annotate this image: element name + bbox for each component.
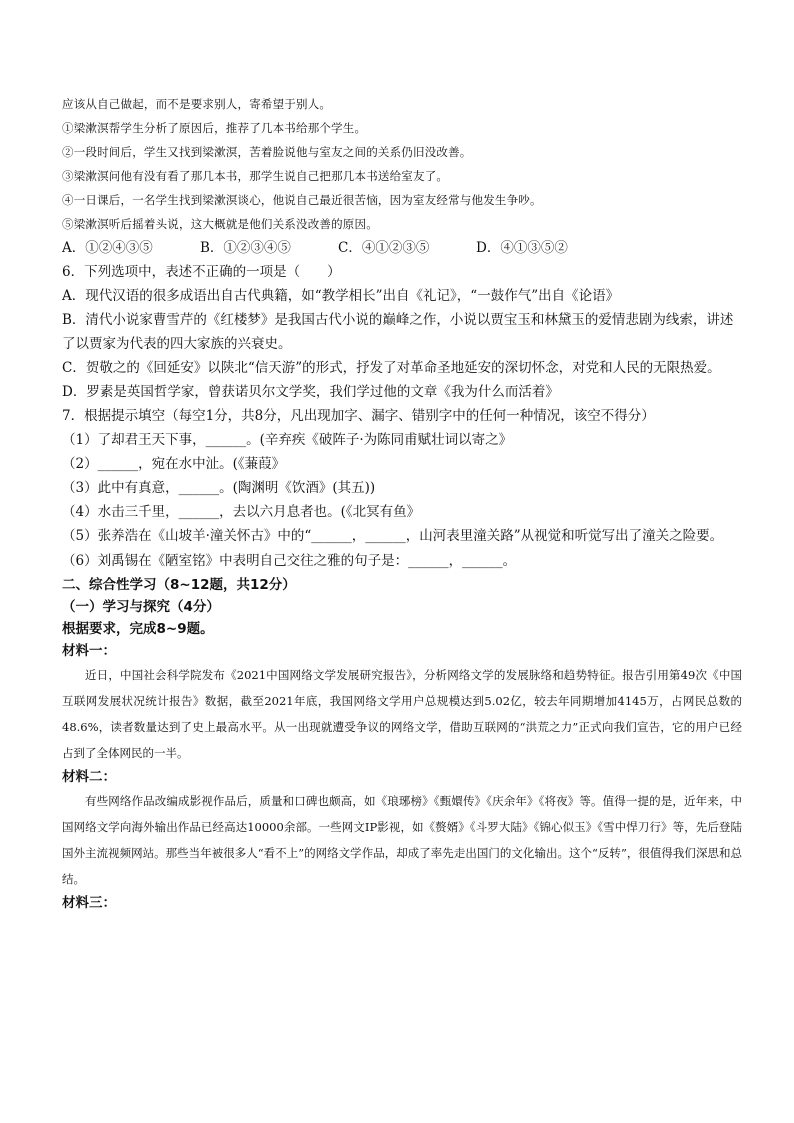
section-title: 二、综合性学习（8~12题，共12分） <box>62 577 296 593</box>
q7-item: （4）水击三千里，______，去以六月息者也。(《北冥有鱼》 <box>62 504 421 520</box>
material-label: 材料二： <box>62 769 116 785</box>
q5-option-b: B．①②③④⑤ <box>200 240 291 256</box>
material-text: 有些网络作品改编成影视作品后，质量和口碑也颇高，如《琅琊榜》《甄嬛传》《庆余年》《将夜》等。值得一提的是，近年来，中国网络文学向海外输出作品已经高达10000余部。一些网文IP影视，如《赘婿》《斗罗大陆》《锦心似玉》《雪中悍刀行》等，先后登陆国外主流视频网站。那些当年被很多人“看不上”的网络文学作品，却成了率先走出国门的文化输出。这个“反转”，很值得我们深思和总结。 <box>62 794 742 886</box>
passage-line: ③梁漱溟问他有没有看了那几本书，那学生说自己把那几本书送给室友了。 <box>62 169 449 183</box>
q6-option-c: C．贺敬之的《回延安》以陕北“信天游”的形式，抒发了对革命圣地延安的深切怀念，对党和人民的无限热爱。 <box>62 360 721 376</box>
passage-line: ①梁漱溟帮学生分析了原因后，推荐了几本书给那个学生。 <box>62 121 367 135</box>
material-label: 材料三： <box>62 895 116 911</box>
passage-line: 应该从自己做起，而不是要求别人，寄希望于别人。 <box>62 97 332 111</box>
passage-line: ⑤梁漱溟听后摇着头说，这大概就是他们关系没改善的原因。 <box>62 217 378 231</box>
q6-option-d: D．罗素是英国哲学家，曾获诺贝尔文学奖，我们学过他的文章《我为什么而活着》 <box>62 384 559 400</box>
q7-item: （1）了却君王天下事，______。(辛弃疾《破阵子·为陈同甫赋壮词以寄之》 <box>62 432 513 448</box>
material-label: 材料一： <box>62 643 116 659</box>
q5-option-d: D．④①③⑤② <box>476 240 568 256</box>
passage-line: ④一日课后，一名学生找到梁漱溟谈心，他说自己最近很苦恼，因为室友经常与他发生争吵。 <box>62 193 542 207</box>
q6-stem: 6．下列选项中，表述不正确的一项是（ ） <box>62 264 341 280</box>
q5-option-c: C．④①②③⑤ <box>338 240 430 256</box>
material-text: 近日，中国社会科学院发布《2021中国网络文学发展研究报告》，分析网络文学的发展脉络和趋势特征。报告引用第49次《中国互联网发展状况统计报告》数据，截至2021年底，我国网络文学用户总规模达到5.02亿，较去年同期增加4145万，占网民总数的48.6%，读者数量达到了史上最高水平。从一出现就遭受争议的网络文学，借助互联网的“洪荒之力”正式向我们宣告，它的用户已经占到了全体网民的一半。 <box>62 668 742 760</box>
instruction: 根据要求，完成8~9题。 <box>62 621 214 637</box>
q7-item: （5）张养浩在《山坡羊·潼关怀古》中的“______，______，山河表里潼关路”从视觉和听觉写出了潼关之险要。 <box>62 528 724 544</box>
q7-stem: 7．根据提示填空（每空1分，共8分，凡出现加字、漏字、错别字中的任何一种情况，该空不得分） <box>62 408 655 424</box>
q5-option-a: A．①②④③⑤ <box>62 240 153 256</box>
q6-option-b: B．清代小说家曹雪芹的《红楼梦》是我国古代小说的巅峰之作，小说以贾宝玉和林黛玉的爱情悲剧为线索，讲述了以贾家为代表的四大家族的兴衰史。 <box>62 312 734 352</box>
q5-options <box>62 236 742 260</box>
exam-page <box>62 92 742 914</box>
q7-item: （2）______，宛在水中沚。(《蒹葭》 <box>62 456 286 472</box>
passage-line: ②一段时间后，学生又找到梁漱溟，苦着脸说他与室友之间的关系仍旧没改善。 <box>62 145 472 159</box>
q7-item: （3）此中有真意，______。(陶渊明《饮酒》(其五)) <box>62 480 376 496</box>
q7-item: （6）刘禹锡在《陋室铭》中表明自己交往之雅的句子是：______，______。 <box>62 553 517 569</box>
subsection-title: （一）学习与探究（4分） <box>62 599 220 615</box>
q6-option-a: A．现代汉语的很多成语出自古代典籍，如“教学相长”出自《礼记》，“一鼓作气”出自《论语》 <box>62 288 620 304</box>
